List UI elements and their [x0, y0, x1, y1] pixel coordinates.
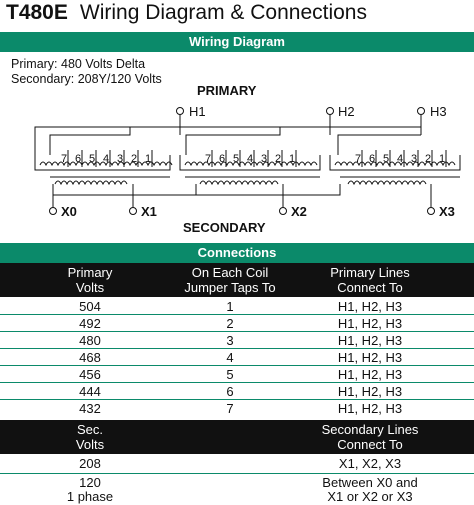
primary-lines-cell: H1, H2, H3	[337, 350, 403, 365]
tap-number-label: 6	[219, 153, 226, 165]
tap-number-label: 3	[117, 153, 124, 165]
secondary-row	[0, 475, 474, 505]
x3-label: X3	[439, 204, 455, 219]
tap-number-label: 5	[383, 153, 390, 165]
primary-volts-cell: 480	[79, 333, 101, 348]
table-row	[0, 298, 474, 315]
secondary-table-header	[0, 420, 474, 454]
table-row	[0, 349, 474, 366]
tap-number-label: 2	[425, 153, 432, 165]
jumper-tap-cell: 7	[226, 401, 234, 416]
model-number: T480E	[6, 1, 68, 24]
terminal-x1	[130, 208, 137, 215]
connections-banner: Connections	[0, 243, 474, 263]
terminal-x0	[50, 208, 57, 215]
tap-number-label: 6	[75, 153, 82, 165]
header-primary-volts: Primary Volts	[67, 265, 113, 295]
jumper-tap-cell: 6	[226, 384, 234, 399]
table-row	[0, 383, 474, 400]
h1-label: H1	[189, 104, 206, 119]
tap-number-label: 6	[369, 153, 376, 165]
jumper-tap-cell: 4	[226, 350, 234, 365]
x1-label: X1	[141, 204, 157, 219]
h2-label: H2	[338, 104, 355, 119]
terminal-h1	[177, 108, 184, 115]
tap-number-label: 4	[247, 153, 254, 165]
jumper-tap-cell: 5	[226, 367, 234, 382]
tap-number-label: 5	[89, 153, 96, 165]
primary-lines-cell: H1, H2, H3	[337, 299, 403, 314]
table-row	[0, 366, 474, 383]
wiring-diagram-banner: Wiring Diagram	[0, 32, 474, 52]
primary-lines-cell: H1, H2, H3	[337, 367, 403, 382]
row-divider	[0, 473, 474, 474]
primary-lines-cell: H1, H2, H3	[337, 384, 403, 399]
primary-lines-cell: H1, H2, H3	[337, 333, 403, 348]
x2-label: X2	[291, 204, 307, 219]
primary-table-header	[0, 263, 474, 297]
tap-number-label: 3	[261, 153, 268, 165]
sec-volts: 208	[79, 456, 101, 471]
header-jumper-taps: On Each Coil Jumper Taps To	[184, 265, 276, 295]
secondary-label: SECONDARY	[183, 220, 266, 235]
terminal-x3	[428, 208, 435, 215]
tap-number-label: 7	[205, 153, 212, 165]
title-text: Wiring Diagram & Connections	[79, 1, 367, 24]
tap-number-label: 1	[145, 153, 152, 165]
jumper-tap-cell: 1	[226, 299, 234, 314]
primary-label: PRIMARY	[197, 83, 257, 98]
terminal-h2	[327, 108, 334, 115]
jumper-tap-cell: 3	[226, 333, 234, 348]
tap-number-label: 4	[103, 153, 110, 165]
sec-connect: X1, X2, X3	[338, 456, 402, 471]
table-row	[0, 400, 474, 417]
primary-volts-cell: 468	[79, 350, 101, 365]
primary-rating: Primary: 480 Volts Delta	[11, 57, 146, 71]
header-secondary-lines: Secondary Lines Connect To	[321, 422, 419, 452]
table-row	[0, 315, 474, 332]
primary-volts-cell: 504	[79, 299, 101, 314]
terminal-h3	[418, 108, 425, 115]
tap-number-label: 2	[275, 153, 282, 165]
primary-lines-cell: H1, H2, H3	[337, 316, 403, 331]
primary-volts-cell: 432	[79, 401, 101, 416]
secondary-rating: Secondary: 208Y/120 Volts	[11, 72, 162, 86]
table-row	[0, 332, 474, 349]
tap-number-label: 5	[233, 153, 240, 165]
tap-number-label: 1	[439, 153, 446, 165]
tap-number-label: 7	[355, 153, 362, 165]
x0-label: X0	[61, 204, 77, 219]
wiring-diagram	[0, 0, 474, 240]
tap-number-label: 2	[131, 153, 138, 165]
secondary-row	[0, 456, 474, 472]
h3-label: H3	[430, 104, 447, 119]
sec-volts: 120 1 phase	[66, 475, 114, 504]
header-primary-lines: Primary Lines Connect To	[330, 265, 410, 295]
tap-number-label: 3	[411, 153, 418, 165]
sec-connect: Between X0 and X1 or X2 or X3	[322, 475, 418, 504]
tap-number-label: 1	[289, 153, 296, 165]
tap-number-label: 4	[397, 153, 404, 165]
terminal-x2	[280, 208, 287, 215]
primary-volts-cell: 444	[79, 384, 101, 399]
primary-volts-cell: 492	[79, 316, 101, 331]
primary-lines-cell: H1, H2, H3	[337, 401, 403, 416]
tap-number-label: 7	[61, 153, 68, 165]
primary-volts-cell: 456	[79, 367, 101, 382]
jumper-tap-cell: 2	[226, 316, 234, 331]
header-sec-volts: Sec. Volts	[75, 422, 105, 452]
